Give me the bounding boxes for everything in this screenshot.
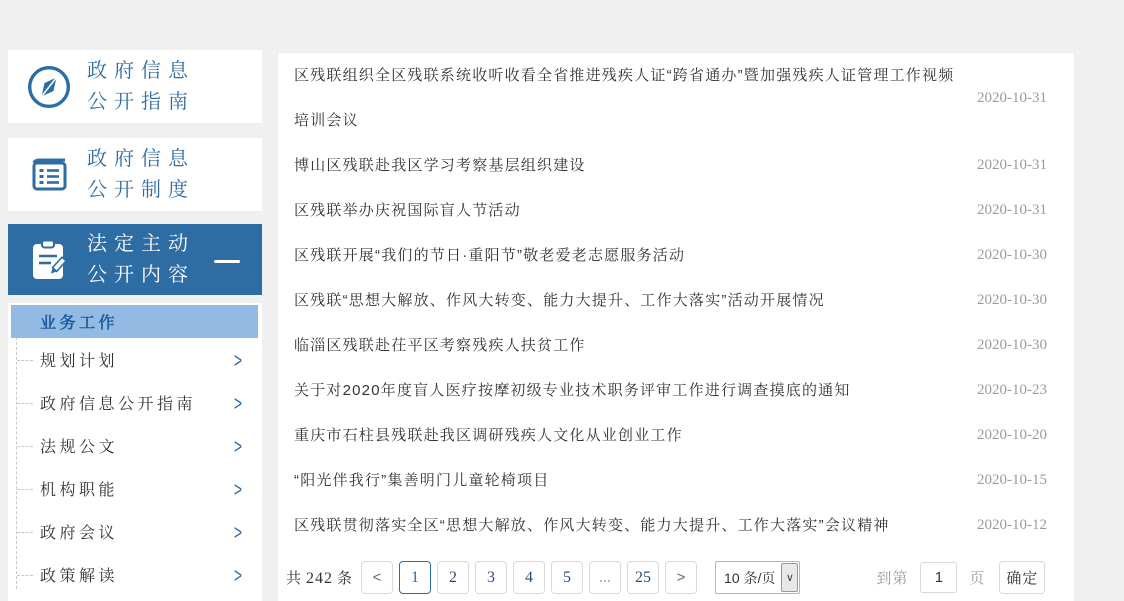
page-ellipsis[interactable]: ... bbox=[589, 561, 621, 594]
goto-prefix-label: 到第 bbox=[876, 570, 909, 587]
confirm-button[interactable]: 确定 bbox=[999, 561, 1045, 594]
sidebar-card-statutory-disclosure[interactable] bbox=[8, 224, 262, 295]
news-title-link[interactable]: 关于对2020年度盲人医疗按摩初级专业技术职务评审工作进行调查摸底的通知 bbox=[294, 382, 851, 399]
sidebar-card-label: 政府信息 公开指南 bbox=[87, 59, 195, 113]
chevron-right-icon: > bbox=[233, 562, 242, 587]
page-button-5[interactable]: 5 bbox=[551, 561, 583, 594]
news-title-link[interactable]: 区残联组织全区残联系统收听收看全省推进残疾人证“跨省通办”暨加强残疾人证管理工作视频培训会议 bbox=[294, 67, 955, 129]
news-date: 2020-10-30 bbox=[977, 337, 1047, 353]
page-size-select[interactable] bbox=[715, 561, 800, 594]
page-button-1[interactable]: 1 bbox=[399, 561, 431, 594]
list-item bbox=[294, 53, 1047, 143]
pagination-bar bbox=[286, 561, 1047, 594]
total-count-label: 共 242 条 bbox=[286, 570, 354, 587]
prev-page-button[interactable]: < bbox=[361, 561, 393, 594]
page-button-25[interactable]: 25 bbox=[627, 561, 659, 594]
news-date: 2020-10-12 bbox=[977, 517, 1047, 533]
news-date: 2020-10-31 bbox=[977, 202, 1047, 218]
sidebar-card-label: 政府信息 公开制度 bbox=[87, 147, 195, 201]
sidebar-card-info-system[interactable] bbox=[8, 138, 262, 211]
main-panel bbox=[277, 52, 1075, 601]
sidebar-item-business-work[interactable]: 业务工作 bbox=[11, 305, 258, 338]
news-title-link[interactable]: 博山区残联赴我区学习考察基层组织建设 bbox=[294, 157, 586, 174]
sidebar-item-label: 机构职能 bbox=[40, 482, 119, 499]
compass-icon bbox=[24, 64, 74, 110]
sidebar-card-label: 法定主动 公开内容 bbox=[87, 232, 195, 286]
list-item bbox=[294, 278, 1047, 323]
news-date: 2020-10-23 bbox=[977, 382, 1047, 398]
news-date: 2020-10-31 bbox=[977, 89, 1047, 106]
page-size-value: 10 条/页 bbox=[724, 569, 776, 586]
news-date: 2020-10-30 bbox=[977, 247, 1047, 263]
news-date: 2020-10-31 bbox=[977, 157, 1047, 173]
chevron-right-icon: > bbox=[233, 347, 242, 372]
news-date: 2020-10-30 bbox=[977, 292, 1047, 308]
sidebar-item-label: 法规公文 bbox=[40, 439, 119, 456]
sidebar-item-label: 规划计划 bbox=[40, 353, 119, 370]
sidebar-item-gov-meetings[interactable] bbox=[8, 510, 262, 553]
sidebar-item-info-disclosure-guide[interactable] bbox=[8, 381, 262, 424]
news-title-link[interactable]: 区残联举办庆祝国际盲人节活动 bbox=[294, 202, 521, 219]
news-title-link[interactable]: 区残联“思想大解放、作风大转变、能力大提升、工作大落实”活动开展情况 bbox=[294, 292, 825, 309]
news-title-link[interactable]: “阳光伴我行”集善明门儿童轮椅项目 bbox=[294, 472, 550, 489]
page-button-2[interactable]: 2 bbox=[437, 561, 469, 594]
sidebar-item-policy-interpretation[interactable] bbox=[8, 553, 262, 596]
goto-page-group bbox=[876, 561, 1045, 594]
ledger-icon bbox=[24, 152, 74, 198]
collapse-indicator[interactable] bbox=[214, 260, 240, 263]
list-item bbox=[294, 188, 1047, 233]
list-item bbox=[294, 368, 1047, 413]
news-title-link[interactable]: 重庆市石柱县残联赴我区调研残疾人文化从业创业工作 bbox=[294, 427, 683, 444]
news-title-link[interactable]: 区残联贯彻落实全区“思想大解放、作风大转变、能力大提升、工作大落实”会议精神 bbox=[294, 517, 890, 534]
news-list bbox=[278, 53, 1074, 548]
goto-suffix-label: 页 bbox=[969, 570, 986, 587]
list-item bbox=[294, 233, 1047, 278]
list-item bbox=[294, 413, 1047, 458]
news-date: 2020-10-15 bbox=[977, 472, 1047, 488]
sidebar-item-regulations[interactable] bbox=[8, 424, 262, 467]
page-button-3[interactable]: 3 bbox=[475, 561, 507, 594]
sidebar-item-label: 政府会议 bbox=[40, 525, 119, 542]
goto-page-input[interactable] bbox=[920, 562, 957, 593]
sidebar-submenu bbox=[8, 303, 262, 601]
next-page-button[interactable]: > bbox=[665, 561, 697, 594]
list-item bbox=[294, 143, 1047, 188]
chevron-right-icon: > bbox=[233, 519, 242, 544]
chevron-right-icon: > bbox=[233, 476, 242, 501]
news-title-link[interactable]: 临淄区残联赴茌平区考察残疾人扶贫工作 bbox=[294, 337, 586, 354]
list-item bbox=[294, 503, 1047, 548]
page-button-4[interactable]: 4 bbox=[513, 561, 545, 594]
sidebar-item-planning[interactable] bbox=[8, 338, 262, 381]
sidebar-item-label: 政府信息公开指南 bbox=[40, 396, 197, 413]
news-title-link[interactable]: 区残联开展“我们的节日·重阳节”敬老爱老志愿服务活动 bbox=[294, 247, 686, 264]
chevron-down-icon: ∨ bbox=[781, 563, 798, 592]
list-item bbox=[294, 458, 1047, 503]
chevron-right-icon: > bbox=[233, 390, 242, 415]
chevron-right-icon: > bbox=[233, 433, 242, 458]
list-item bbox=[294, 323, 1047, 368]
sidebar-card-info-guide[interactable] bbox=[8, 50, 262, 123]
sidebar-item-functions[interactable] bbox=[8, 467, 262, 510]
clipboard-pencil-icon bbox=[24, 237, 74, 283]
sidebar-item-label: 政策解读 bbox=[40, 568, 119, 585]
news-date: 2020-10-20 bbox=[977, 427, 1047, 443]
